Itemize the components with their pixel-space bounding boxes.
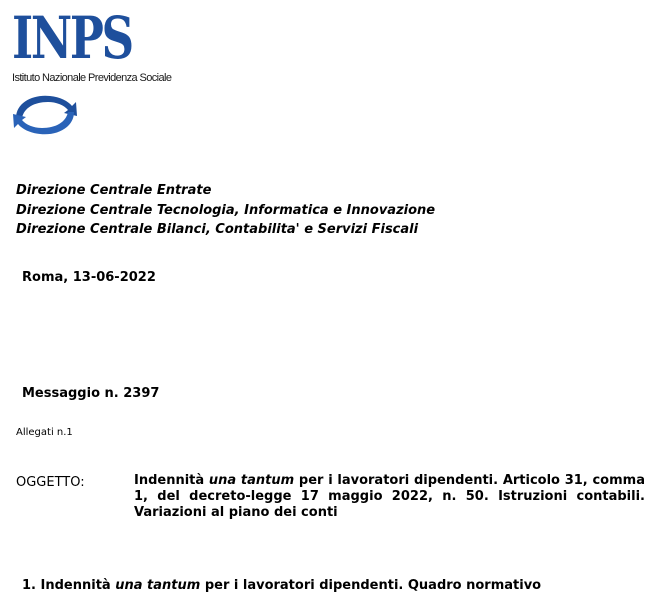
section-heading-part1: Indennità bbox=[40, 578, 116, 593]
subject-text-part1: Indennità bbox=[134, 473, 209, 488]
logo-wordmark: INPS bbox=[12, 4, 132, 72]
direction-entrate: Direzione Centrale Entrate bbox=[16, 183, 212, 198]
section-heading-part2: per i lavoratori dipendenti. Quadro normativo bbox=[200, 578, 542, 593]
place-date: Roma, 13-06-2022 bbox=[22, 270, 156, 285]
subject-text-part2: per i lavoratori dipendenti. Articolo 31, comma 1, del decreto-legge 17 maggio 2022, n. 50. Istruzioni contabili. Variazioni al piano dei conti bbox=[134, 473, 645, 520]
message-number: Messaggio n. 2397 bbox=[22, 386, 160, 401]
directions-list bbox=[16, 181, 435, 240]
direction-bilanci: Direzione Centrale Bilanci, Contabilita' e Servizi Fiscali bbox=[16, 222, 419, 237]
inps-logo bbox=[10, 6, 210, 138]
subject-text-italic: una tantum bbox=[208, 473, 295, 488]
direction-tecnologia: Direzione Centrale Tecnologia, Informatica e Innovazione bbox=[16, 202, 436, 218]
section-heading-italic: una tantum bbox=[115, 578, 201, 593]
logo-subtitle: Istituto Nazionale Previdenza Sociale bbox=[12, 72, 172, 84]
swirl-arrows-icon bbox=[10, 92, 80, 138]
section-heading bbox=[22, 578, 541, 593]
subject-text bbox=[134, 473, 645, 521]
subject-label: OGGETTO: bbox=[16, 475, 85, 490]
section-number: 1. bbox=[22, 578, 36, 593]
attachments-count: Allegati n.1 bbox=[16, 427, 73, 438]
